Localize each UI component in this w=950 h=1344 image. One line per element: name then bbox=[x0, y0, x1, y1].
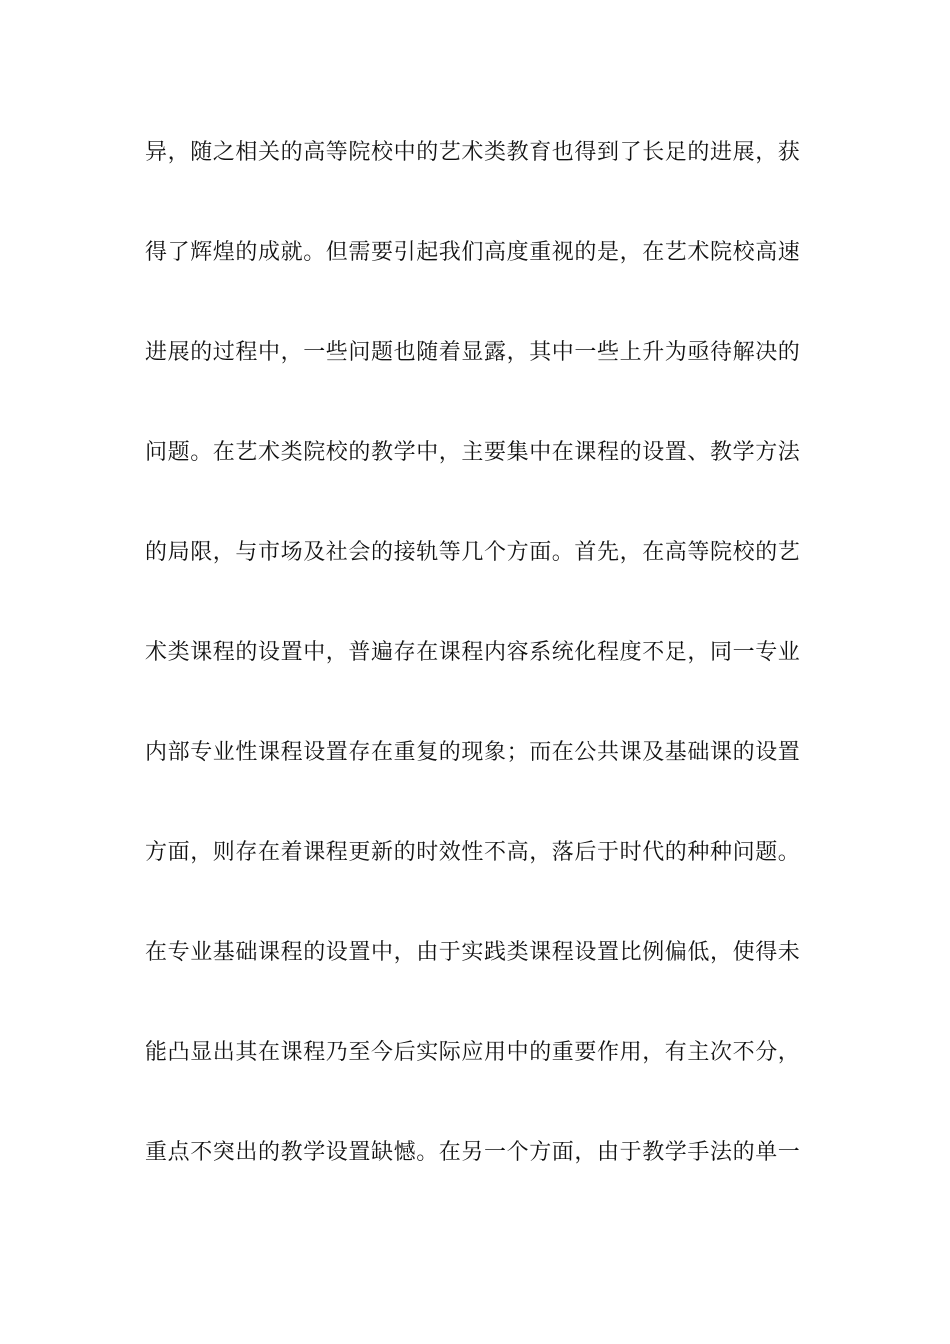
text-line-10: 能凸显出其在课程乃至今后实际应用中的重要作用，有主次不分， bbox=[145, 1040, 801, 1065]
text-line-1: 异，随之相关的高等院校中的艺术类教育也得到了长足的进展，获 bbox=[145, 140, 801, 165]
text-line-2: 得了辉煌的成就。但需要引起我们高度重视的是，在艺术院校高速 bbox=[145, 240, 801, 265]
text-line-5: 的局限，与市场及社会的接轨等几个方面。首先，在高等院校的艺 bbox=[145, 540, 801, 565]
body-paragraph bbox=[145, 134, 825, 1234]
text-line-9: 在专业基础课程的设置中，由于实践类课程设置比例偏低，使得未 bbox=[145, 940, 801, 965]
text-line-11: 重点不突出的教学设置缺憾。在另一个方面，由于教学手法的单一 bbox=[145, 1140, 801, 1165]
text-line-3: 进展的过程中，一些问题也随着显露，其中一些上升为亟待解决的 bbox=[145, 340, 801, 365]
text-line-8: 方面，则存在着课程更新的时效性不高，落后于时代的种种问题。 bbox=[145, 840, 801, 865]
text-line-6: 术类课程的设置中，普遍存在课程内容系统化程度不足，同一专业 bbox=[145, 640, 801, 665]
text-line-7: 内部专业性课程设置存在重复的现象；而在公共课及基础课的设置 bbox=[145, 740, 801, 765]
text-line-4: 问题。在艺术类院校的教学中，主要集中在课程的设置、教学方法 bbox=[145, 440, 801, 465]
